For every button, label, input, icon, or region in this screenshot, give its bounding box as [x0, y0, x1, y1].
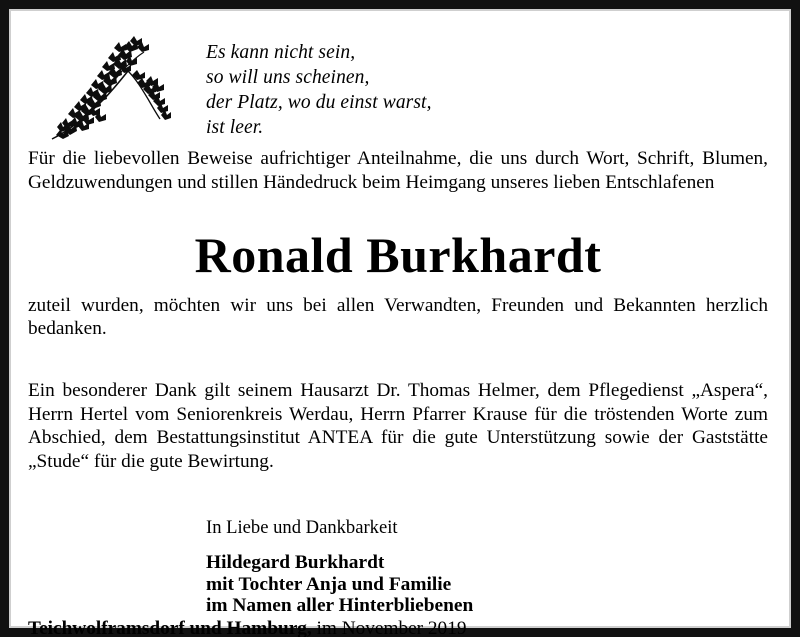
verse-line-4: ist leer. — [206, 117, 264, 138]
footer-place: Teichwolframsdorf und Hamburg, — [28, 617, 312, 637]
memorial-verse — [206, 25, 768, 140]
deceased-name: Ronald Burkhardt — [194, 227, 602, 284]
signature-block — [28, 516, 768, 617]
signature-name-1: Hildegard Burkhardt — [206, 552, 385, 574]
signature-names — [206, 552, 768, 617]
signature-name-2: mit Tochter Anja und Familie — [206, 573, 452, 595]
notice-card — [11, 11, 789, 637]
verse-line-1: Es kann nicht sein, — [206, 42, 356, 63]
intro-paragraph: Für die liebevollen Beweise aufrichtiger Anteilnahme, die uns durch Wort, Schrift, Blumen, Geldzuwendungen und stillen Händedruck beim Heimgang unseres lieben Entschlafenen — [28, 148, 768, 193]
special-thanks-paragraph: Ein besonderer Dank gilt seinem Hausarzt Dr. Thomas Helmer, dem Pflegedienst „Aspera“, Herrn Hertel vom Seniorenkreis Werdau, Herrn Pfarrer Krause für die tröstenden Worte zum Abschied, dem Bestattungsinstitut ANTEA für die gute Unterstützung sowie der Gaststätte „Stude“ für die gute Bewirtung. — [28, 380, 768, 472]
signature-name-3: im Namen aller Hinterbliebenen — [206, 595, 474, 617]
signature-lead: In Liebe und Dankbarkeit — [206, 517, 398, 539]
footer-line — [28, 617, 768, 637]
verse-line-3: der Platz, wo du einst warst, — [206, 92, 432, 113]
footer-date: im November 2019 — [311, 617, 467, 637]
notice-header — [28, 25, 768, 146]
verse-line-2: so will uns scheinen, — [206, 67, 370, 88]
ivy-branch-icon — [28, 25, 206, 146]
general-thanks-paragraph: zuteil wurden, möchten wir uns bei allen Verwandten, Freunden und Bekannten herzlich bedanken. — [28, 294, 768, 340]
